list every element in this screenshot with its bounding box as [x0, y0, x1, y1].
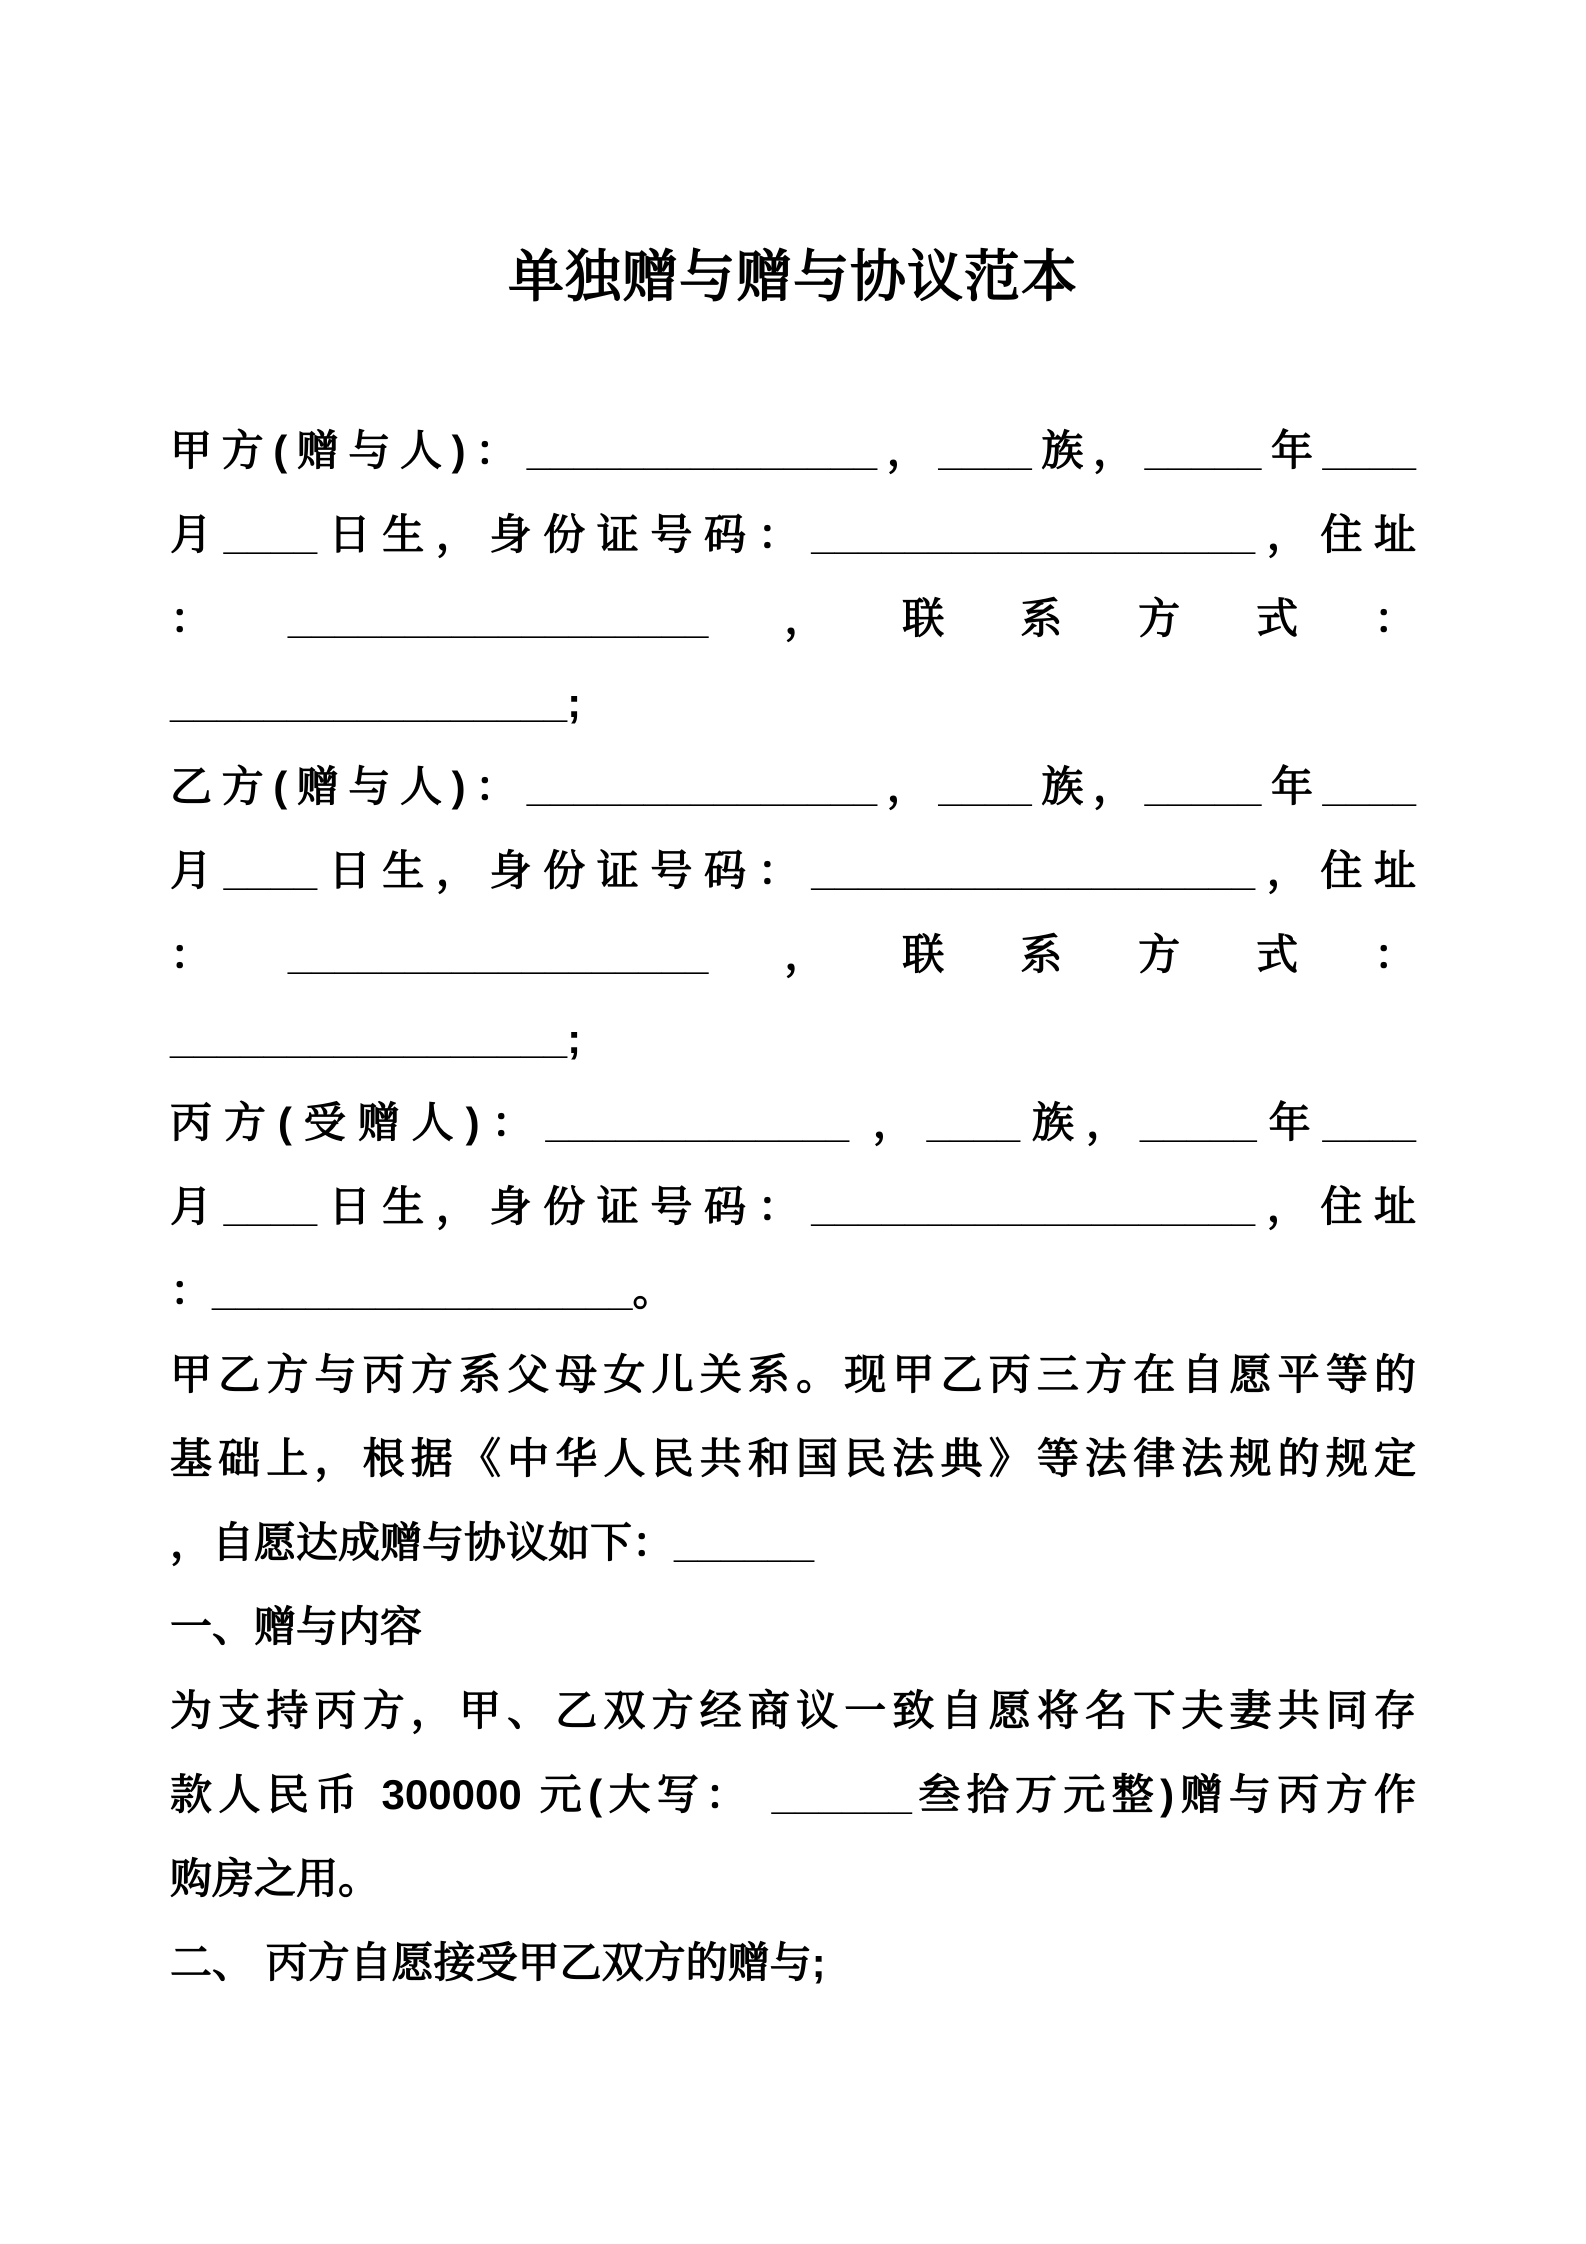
section-1-body-line-2: 款人民币 300000 元(大写： ______叁拾万元整)赠与丙方作 — [170, 1771, 1416, 1818]
preamble-line-3: ，自愿达成赠与协议如下：______ — [170, 1519, 815, 1566]
party-b-info-line-1: 乙方(赠与人)：_______________，____族，_____年____ — [170, 763, 1416, 810]
preamble-line-2: 基础上，根据《中华人民共和国民法典》等法律法规的规定 — [170, 1435, 1416, 1482]
party-a-info-line-4: _________________; — [170, 679, 582, 726]
section-1-body-line-3: 购房之用。 — [170, 1855, 381, 1902]
section-1-heading: 一、赠与内容 — [170, 1603, 423, 1650]
party-c-info-line-1: 丙方(受赠人)：_____________ ，____族，_____年____ — [170, 1099, 1416, 1146]
preamble-line-1: 甲乙方与丙方系父母女儿关系。现甲乙丙三方在自愿平等的 — [170, 1351, 1416, 1398]
party-a-info-line-3: ：__________________，联系方式： — [170, 595, 1416, 642]
document-title: 单独赠与赠与协议范本 — [508, 245, 1078, 308]
party-b-info-line-2: 月____日生，身份证号码：___________________，住址 — [170, 847, 1416, 894]
party-c-info-line-2: 月____日生，身份证号码：___________________，住址 — [170, 1183, 1416, 1230]
party-a-info-line-2: 月____日生，身份证号码：___________________，住址 — [170, 511, 1416, 558]
party-a-info-line-1: 甲方(赠与人)：_______________，____族，_____年____ — [170, 427, 1416, 474]
section-2-heading: 二、 丙方自愿接受甲乙双方的赠与; — [170, 1939, 826, 1986]
section-1-body-line-1: 为支持丙方，甲、乙双方经商议一致自愿将名下夫妻共同存 — [170, 1687, 1416, 1734]
party-c-info-line-3: ：__________________。 — [170, 1267, 675, 1314]
party-b-info-line-4: _________________; — [170, 1015, 582, 1062]
party-b-info-line-3: ：__________________，联系方式： — [170, 931, 1416, 978]
